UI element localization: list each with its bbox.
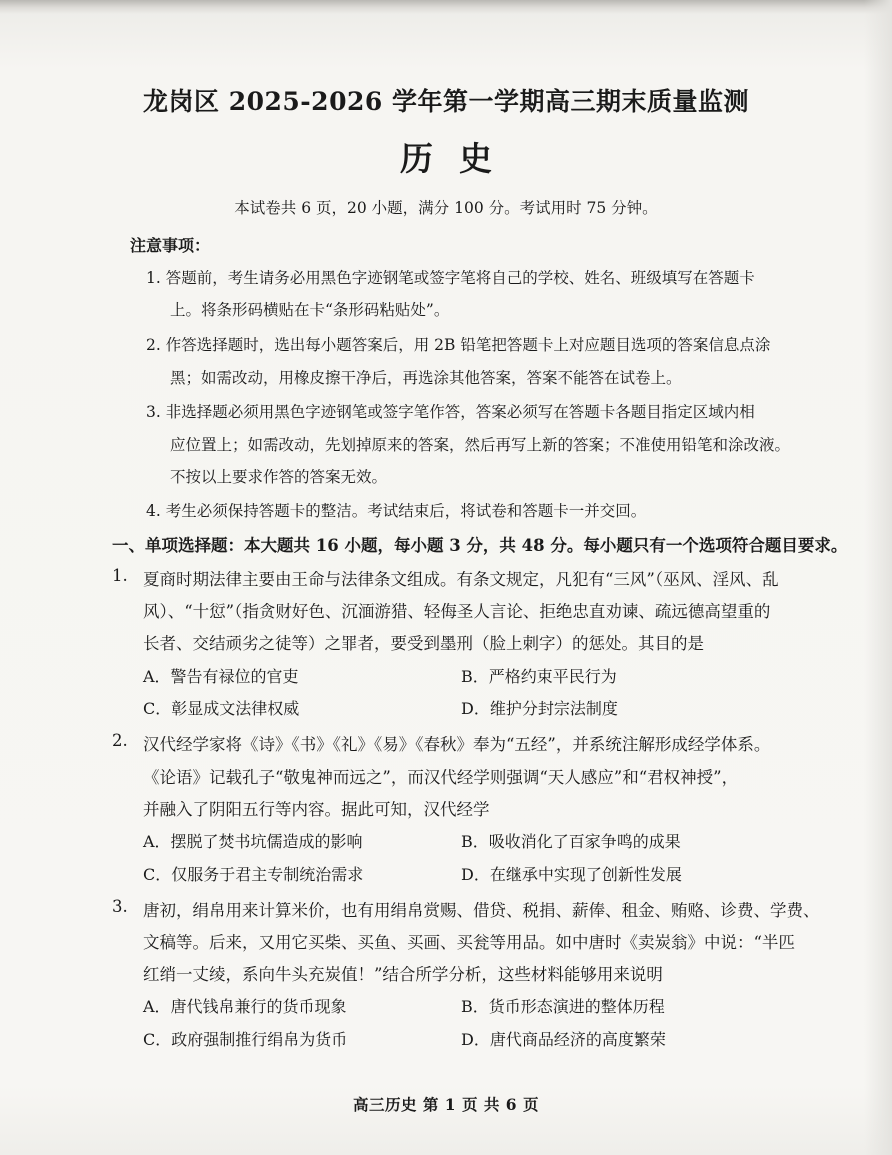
- question-2-line-3: 并融入了阴阳五行等内容。据此可知，汉代经学: [143, 800, 490, 819]
- question-3-option-a: A．唐代钱帛兼行的货币现象: [143, 997, 347, 1016]
- question-3-option-c: C．政府强制推行绢帛为货币: [143, 1030, 348, 1049]
- question-2-option-d: D．在继承中实现了创新性发展: [461, 865, 682, 884]
- scan-top-shadow: [0, 0, 892, 14]
- question-2-number: 2.: [112, 731, 128, 750]
- question-1-line-2: 风）、“十愆”（指贪财好色、沉湎游猎、轻侮圣人言论、拒绝忠直劝谏、疏远德高望重的: [143, 602, 771, 621]
- question-2-option-c: C．仅服务于君主专制统治需求: [143, 865, 364, 884]
- question-2-line-2: 《论语》记载孔子“敬鬼神而远之”，而汉代经学则强调“天人感应”和“君权神授”，: [143, 768, 739, 787]
- question-3-option-b: B．货币形态演进的整体历程: [461, 997, 665, 1016]
- page-footer: 高三历史 第 1 页 共 6 页: [353, 1095, 539, 1114]
- question-2-option-a: A．摆脱了焚书坑儒造成的影响: [143, 832, 363, 851]
- question-3-option-d: D．唐代商品经济的高度繁荣: [461, 1030, 666, 1049]
- question-1-option-a: A．警告有禄位的官吏: [143, 667, 299, 686]
- question-1-option-d: D．维护分封宗法制度: [461, 699, 618, 718]
- question-3-number: 3.: [112, 897, 128, 916]
- question-1-line-1: 夏商时期法律主要由王命与法律条文组成。有条文规定，凡犯有“三风”（巫风、淫风、乱: [143, 570, 779, 589]
- notice-item-3-line-3: 不按以上要求作答的答案无效。: [170, 468, 388, 486]
- notice-item-3-line-1: 3. 非选择题必须用黑色字迹钢笔或签字笔作答，答案必须写在答题卡各题目指定区域内相: [146, 403, 755, 421]
- notice-item-1-line-2: 上。将条形码横贴在卡“条形码粘贴处”。: [170, 301, 450, 319]
- question-1-number: 1.: [112, 566, 128, 585]
- question-1-option-c: C．彰显成文法律权威: [143, 699, 300, 718]
- question-3-line-1: 唐初，绢帛用来计算米价，也有用绢帛赏赐、借贷、税捐、薪俸、租金、贿赂、诊费、学费、: [143, 901, 820, 920]
- subject-title: 历史: [400, 139, 518, 178]
- notice-item-1-line-1: 1. 答题前，考生请务必用黑色字迹钢笔或签字笔将自己的学校、姓名、班级填写在答题卡: [146, 269, 755, 287]
- notice-item-2-line-2: 黑；如需改动，用橡皮擦干净后，再选涂其他答案，答案不能答在试卷上。: [170, 369, 682, 387]
- notice-heading: 注意事项：: [130, 236, 211, 255]
- exam-title: 龙岗区 2025-2026 学年第一学期高三期末质量监测: [143, 87, 749, 116]
- exam-info: 本试卷共 6 页，20 小题，满分 100 分。考试用时 75 分钟。: [234, 199, 658, 217]
- question-1-option-b: B．严格约束平民行为: [461, 667, 617, 686]
- notice-item-4-line-1: 4. 考生必须保持答题卡的整洁。考试结束后，将试卷和答题卡一并交回。: [146, 502, 647, 520]
- section-heading: 一、单项选择题：本大题共 16 小题，每小题 3 分，共 48 分。每小题只有一个选项符合题目要求。: [112, 536, 848, 555]
- question-1-line-3: 长者、交结顽劣之徒等）之罪者，要受到墨刑（脸上刺字）的惩处。其目的是: [143, 634, 704, 653]
- notice-item-3-line-2: 应位置上；如需改动，先划掉原来的答案，然后再写上新的答案；不准使用铅笔和涂改液。: [170, 436, 791, 454]
- question-2-line-1: 汉代经学家将《诗》《书》《礼》《易》《春秋》奉为“五经”，并系统注解形成经学体系。: [143, 735, 771, 754]
- question-3-line-3: 红绡一丈绫，系向牛头充炭值！”结合所学分析，这些材料能够用来说明: [143, 965, 663, 984]
- question-2-option-b: B．吸收消化了百家争鸣的成果: [461, 832, 681, 851]
- notice-item-2-line-1: 2. 作答选择题时，选出每小题答案后，用 2B 铅笔把答题卡上对应题目选项的答案信息点涂: [146, 336, 771, 354]
- question-3-line-2: 文稿等。后来，又用它买柴、买鱼、买画、买瓮等用品。如中唐时《卖炭翁》中说：“半匹: [143, 933, 795, 952]
